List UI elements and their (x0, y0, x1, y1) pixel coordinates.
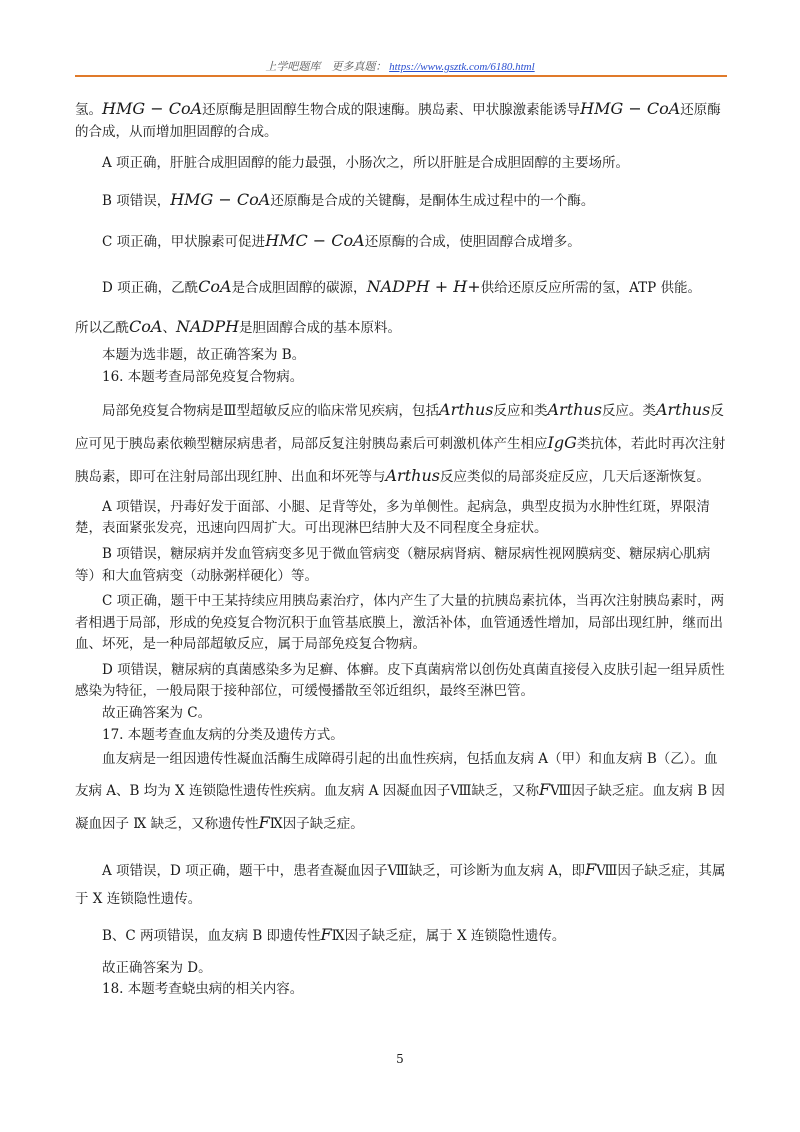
question-18-heading: 18. 本题考查蛲虫病的相关内容。 (102, 981, 304, 998)
option-b-q15: B 项错误，HMG − CoA还原酶是合成的关键酶，是酮体生成过程中的一个酶。 (102, 189, 595, 209)
paragraph-hemophilia: 血友病是一组因遗传性凝血活酶生成障碍引起的出血性疾病，包括血友病 A（甲）和血友病 B（乙）。血友病 A、B 均为 X 连锁隐性遗传性疾病。血友病 A 因凝血因子Ⅷ缺乏，又称FⅧ因子缺乏症。血友病 B 因凝血因子 Ⅸ 缺乏，又称遗传性FⅨ因子缺乏症。 (75, 751, 725, 832)
option-d-q15: D 项正确，乙酰CoA是合成胆固醇的碳源，NADPH + H+供给还原反应所需的氢，ATP 供能。 (102, 276, 701, 296)
paragraph-hmg-coa: 氢。HMG − CoA还原酶是胆固醇生物合成的限速酶。胰岛素、甲状腺激素能诱导HMG − CoA还原酶的合成，从而增加胆固醇的合成。 (75, 99, 721, 140)
paragraph-conclusion-q15: 所以乙酰CoA、NADPH是胆固醇合成的基本原料。 (75, 316, 402, 336)
question-17-heading: 17. 本题考查血友病的分类及遗传方式。 (102, 726, 344, 743)
question-16-heading: 16. 本题考查局部免疫复合物病。 (102, 368, 304, 385)
option-a-q15: A 项正确，肝脏合成胆固醇的能力最强，小肠次之，所以肝脏是合成胆固醇的主要场所。 (102, 155, 630, 172)
answer-q15: 本题为选非题，故正确答案为 B。 (102, 347, 306, 364)
option-a-q16: A 项错误，丹毒好发于面部、小腿、足背等处，多为单侧性。起病急，典型皮损为水肿性红斑，界限清楚，表面紧张发亮，迅速向四周扩大。可出现淋巴结肿大及不同程度全身症状。 (75, 498, 711, 537)
answer-q16: 故正确答案为 C。 (102, 705, 212, 722)
option-a-d-q17: A 项错误，D 项正确，题干中，患者查凝血因子Ⅷ缺乏，可诊断为血友病 A，即FⅧ因子缺乏症，其属于 X 连锁隐性遗传。 (75, 859, 726, 908)
header-site-name: 上学吧题库 (265, 61, 321, 73)
paragraph-arthus: 局部免疫复合物病是Ⅲ型超敏反应的临床常见疾病，包括Arthus反应和类Arthus反应。类Arthus反应可见于胰岛素依赖型糖尿病患者，局部反复注射胰岛素后可刺激机体产生相应IgG类抗体，若此时再次注射胰岛素，即可在注射局部出现红肿、出血和坏死等与Arthus反应类似的局部炎症反应，几天后逐渐恢复。 (75, 400, 726, 485)
option-d-q16: D 项错误，糖尿病的真菌感染多为足癣、体癣。皮下真菌病常以创伤处真菌直接侵入皮肤引起一组异质性感染为特征，一般局限于接种部位，可缓慢播散至邻近组织，最终至淋巴管。 (75, 661, 725, 700)
header-label: 更多真题： (331, 61, 387, 73)
page-header (75, 58, 725, 74)
option-b-q16: B 项错误，糖尿病并发血管病变多见于微血管病变（糖尿病肾病、糖尿病性视网膜病变、糖尿病心肌病等）和大血管病变（动脉粥样硬化）等。 (75, 545, 711, 584)
option-c-q16: C 项正确，题干中王某持续应用胰岛素治疗，体内产生了大量的抗胰岛素抗体，当再次注射胰岛素时，两者相遇于局部，形成的免疫复合物沉积于血管基底膜上，激活补体，血管通透性增加，局部出现红肿，继而出血、坏死，是一种局部超敏反应，属于局部免疫复合物病。 (75, 593, 725, 653)
page-number: 5 (396, 1052, 404, 1066)
header-url-link[interactable]: https://www.gsztk.com/6180.html (389, 61, 535, 73)
option-b-c-q17: B、C 两项错误，血友病 B 即遗传性FⅨ因子缺乏症，属于 X 连锁隐性遗传。 (102, 925, 566, 944)
header-divider (75, 75, 727, 77)
option-c-q15: C 项正确，甲状腺素可促进HMC − CoA还原酶的合成，使胆固醇合成增多。 (102, 231, 581, 251)
answer-q17: 故正确答案为 D。 (102, 959, 212, 976)
document-body (75, 96, 727, 1001)
